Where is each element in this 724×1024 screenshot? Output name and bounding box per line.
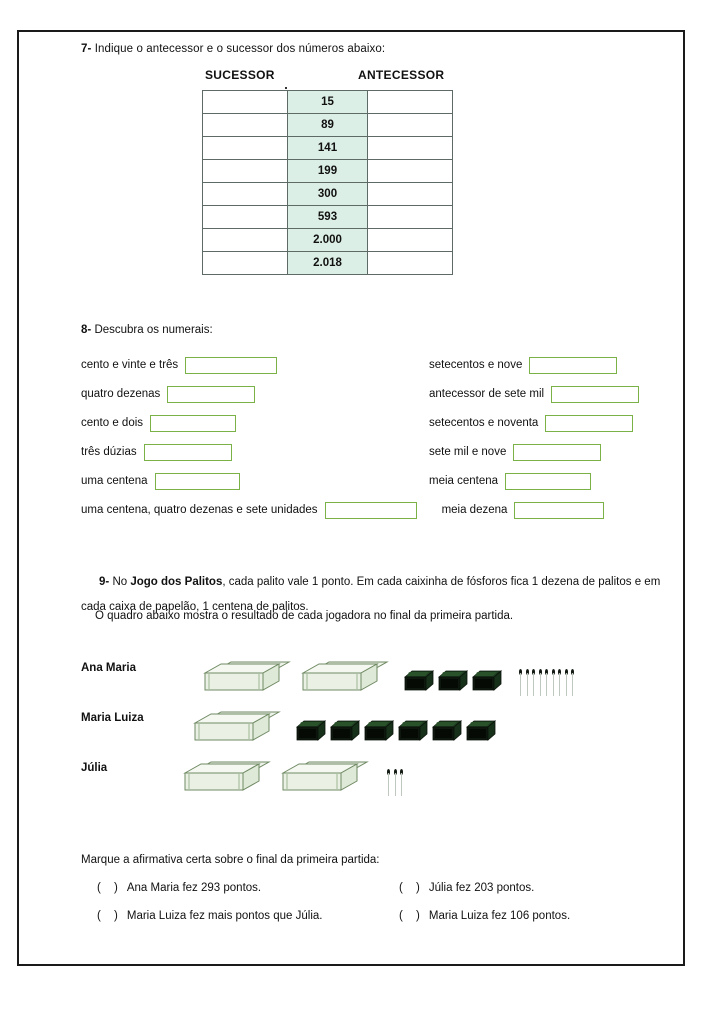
- player-items: [181, 750, 403, 796]
- numeral-answer-box[interactable]: [545, 415, 633, 432]
- matchbox-group: [295, 719, 497, 746]
- stray-dot-mark: [285, 87, 287, 89]
- column-header-sucessor: SUCESSOR: [205, 68, 275, 82]
- numeral-item-row: [429, 412, 633, 434]
- table-row: [203, 229, 453, 252]
- sucessor-answer-cell[interactable]: [203, 160, 288, 183]
- matchstick-icon: [571, 669, 574, 696]
- question-9-number: 9-: [99, 576, 110, 588]
- matchbox-icon: [465, 719, 497, 746]
- question-7-table: [202, 90, 453, 275]
- player-items: [191, 700, 497, 746]
- number-cell: 89: [288, 114, 368, 137]
- antecessor-answer-cell[interactable]: [368, 91, 453, 114]
- numeral-answer-box[interactable]: [551, 386, 639, 403]
- option-checkbox-parens[interactable]: ( ): [97, 882, 123, 894]
- question-7-prompt: [81, 43, 385, 55]
- matchstick-icon: [519, 669, 522, 696]
- numeral-item-label: cento e vinte e três: [81, 359, 179, 371]
- antecessor-answer-cell[interactable]: [368, 183, 453, 206]
- number-cell: 593: [288, 206, 368, 229]
- antecessor-answer-cell[interactable]: [368, 229, 453, 252]
- numeral-item-label: setecentos e nove: [429, 359, 523, 371]
- matchbox-icon: [295, 719, 327, 746]
- table-row: [203, 137, 453, 160]
- sucessor-answer-cell[interactable]: [203, 252, 288, 275]
- matchstick-icon: [558, 669, 561, 696]
- numeral-answer-box[interactable]: [513, 444, 601, 461]
- matchstick-icon: [394, 769, 397, 796]
- number-cell: 15: [288, 91, 368, 114]
- cardboard-box-icon: [279, 760, 371, 796]
- question-9-intro-b: , cada palito vale 1 ponto. Em cada caixinha de fósforos fica 1 dezena de palitos e em cada caixa de papelão, 1 centena de palitos.: [81, 576, 661, 613]
- option-text: Maria Luiza fez mais pontos que Júlia.: [126, 910, 323, 922]
- question-7-text: Indique o antecessor e o sucessor dos números abaixo:: [94, 43, 386, 55]
- numeral-answer-box[interactable]: [155, 473, 240, 490]
- matchstick-icon: [552, 669, 555, 696]
- numeral-item-label: sete mil e nove: [429, 446, 507, 458]
- matchstick-icon: [539, 669, 542, 696]
- number-cell: 199: [288, 160, 368, 183]
- numeral-item-label: meia dezena: [441, 504, 508, 516]
- numeral-answer-box[interactable]: [150, 415, 236, 432]
- numeral-answer-box[interactable]: [514, 502, 604, 519]
- numeral-item-label: uma centena: [81, 475, 148, 487]
- question-8-prompt: [81, 324, 213, 336]
- sucessor-answer-cell[interactable]: [203, 229, 288, 252]
- numeral-item-label: meia centena: [429, 475, 499, 487]
- sucessor-answer-cell[interactable]: [203, 206, 288, 229]
- matchstick-icon: [532, 669, 535, 696]
- matchstick-icon: [387, 769, 390, 796]
- column-header-antecessor: ANTECESSOR: [358, 68, 445, 82]
- antecessor-answer-cell[interactable]: [368, 160, 453, 183]
- cardboard-box-icon: [201, 660, 293, 696]
- answer-option[interactable]: [97, 910, 322, 922]
- table-row: [203, 206, 453, 229]
- numeral-answer-box[interactable]: [529, 357, 617, 374]
- player-result-row: [81, 750, 641, 796]
- player-result-row: [81, 700, 641, 746]
- table-row: [203, 91, 453, 114]
- player-items: [201, 650, 574, 696]
- numeral-answer-box[interactable]: [185, 357, 277, 374]
- numeral-item-label: quatro dezenas: [81, 388, 161, 400]
- cardboard-box-icon: [299, 660, 391, 696]
- number-cell: 2.000: [288, 229, 368, 252]
- antecessor-answer-cell[interactable]: [368, 114, 453, 137]
- numeral-item-row: [81, 470, 240, 492]
- question-9-subtext: O quadro abaixo mostra o resultado de cada jogadora no final da primeira partida.: [95, 610, 514, 622]
- answer-option[interactable]: [399, 882, 534, 894]
- matchbox-group: [403, 669, 503, 696]
- numeral-answer-box[interactable]: [505, 473, 591, 490]
- numeral-item-row: [81, 383, 255, 405]
- numeral-answer-box[interactable]: [144, 444, 232, 461]
- antecessor-answer-cell[interactable]: [368, 206, 453, 229]
- numeral-item-row-wide: [81, 499, 604, 521]
- number-cell: 300: [288, 183, 368, 206]
- cardboard-box-icon: [191, 710, 283, 746]
- numeral-item-label: três dúzias: [81, 446, 137, 458]
- answer-option[interactable]: [399, 910, 570, 922]
- question-9-game-name: Jogo dos Palitos: [130, 576, 223, 588]
- player-name: Maria Luiza: [81, 712, 144, 724]
- numeral-item-row: [429, 383, 639, 405]
- option-text: Maria Luiza fez 106 pontos.: [428, 910, 571, 922]
- matchstick-icon: [565, 669, 568, 696]
- numeral-item-row: [429, 441, 601, 463]
- numeral-item-row: [81, 354, 277, 376]
- marque-instruction: Marque a afirmativa certa sobre o final da primeira partida:: [81, 854, 380, 866]
- matchstick-icon: [545, 669, 548, 696]
- table-row: [203, 183, 453, 206]
- matchbox-icon: [363, 719, 395, 746]
- matchbox-icon: [329, 719, 361, 746]
- table-row: [203, 114, 453, 137]
- matchstick-group: [387, 766, 403, 796]
- matchbox-icon: [397, 719, 429, 746]
- matchbox-icon: [431, 719, 463, 746]
- sucessor-answer-cell[interactable]: [203, 91, 288, 114]
- numeral-item-row: [81, 441, 232, 463]
- numeral-answer-box[interactable]: [325, 502, 417, 519]
- question-7-number: 7-: [81, 43, 92, 55]
- matchstick-group: [519, 666, 574, 696]
- worksheet-page-frame: [17, 30, 685, 966]
- matchbox-icon: [403, 669, 435, 696]
- number-cell: 2.018: [288, 252, 368, 275]
- numeral-answer-box[interactable]: [167, 386, 255, 403]
- matchbox-icon: [471, 669, 503, 696]
- matchstick-icon: [526, 669, 529, 696]
- player-name: Júlia: [81, 762, 108, 774]
- sucessor-answer-cell[interactable]: [203, 183, 288, 206]
- option-checkbox-parens[interactable]: ( ): [399, 910, 425, 922]
- numeral-item-label: setecentos e noventa: [429, 417, 539, 429]
- option-checkbox-parens[interactable]: ( ): [97, 910, 123, 922]
- option-text: Ana Maria fez 293 pontos.: [126, 882, 262, 894]
- sucessor-answer-cell[interactable]: [203, 137, 288, 160]
- player-name: Ana Maria: [81, 662, 136, 674]
- answer-option[interactable]: [97, 882, 261, 894]
- numeral-item-label: cento e dois: [81, 417, 144, 429]
- sucessor-answer-cell[interactable]: [203, 114, 288, 137]
- matchstick-icon: [400, 769, 403, 796]
- question-8-text: Descubra os numerais:: [94, 324, 213, 336]
- table-row: [203, 252, 453, 275]
- antecessor-answer-cell[interactable]: [368, 252, 453, 275]
- numeral-item-label: uma centena, quatro dezenas e sete unidades: [81, 504, 318, 516]
- table-row: [203, 160, 453, 183]
- numeral-item-row: [81, 412, 236, 434]
- question-9-intro-a: No: [112, 576, 131, 588]
- number-cell: 141: [288, 137, 368, 160]
- antecessor-answer-cell[interactable]: [368, 137, 453, 160]
- numeral-item-row: [429, 470, 591, 492]
- matchbox-icon: [437, 669, 469, 696]
- numeral-item-label: antecessor de sete mil: [429, 388, 545, 400]
- cardboard-box-icon: [181, 760, 273, 796]
- player-result-row: [81, 650, 641, 696]
- option-text: Júlia fez 203 pontos.: [428, 882, 535, 894]
- numeral-item-row: [429, 354, 617, 376]
- option-checkbox-parens[interactable]: ( ): [399, 882, 425, 894]
- question-8-number: 8-: [81, 324, 92, 336]
- worksheet-sheet: [19, 32, 687, 968]
